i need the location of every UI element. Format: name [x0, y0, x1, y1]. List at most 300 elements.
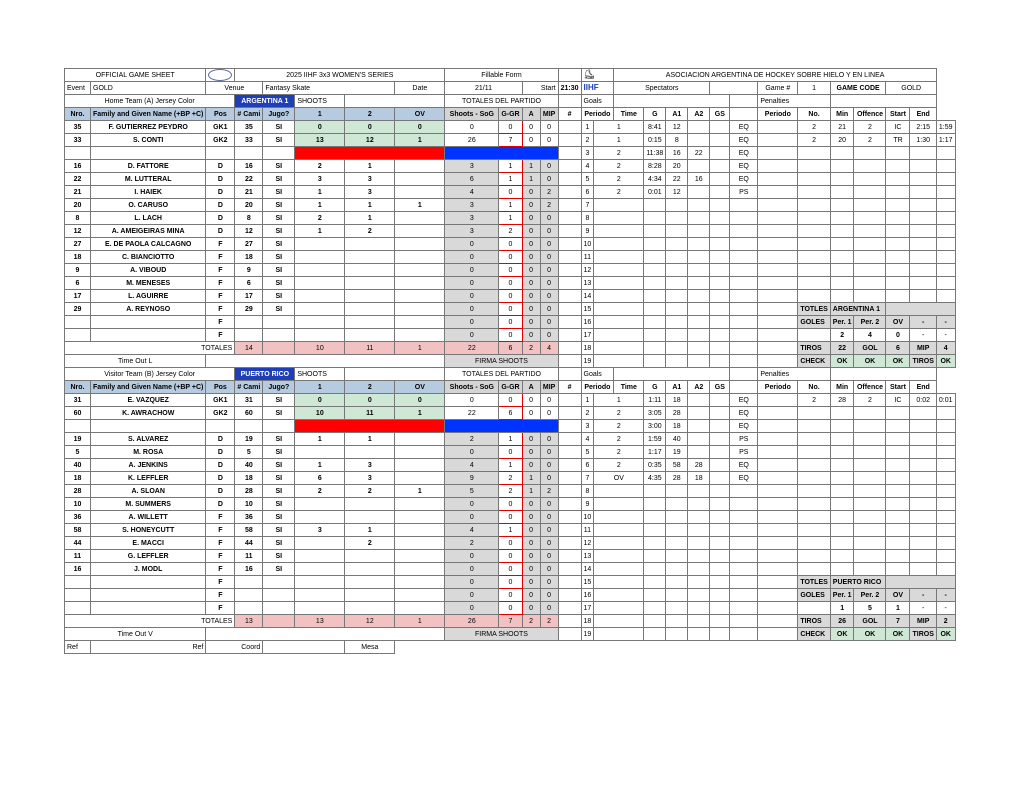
goal-scorer[interactable]: [666, 290, 688, 303]
event-value[interactable]: GOLD: [91, 82, 206, 95]
player-number[interactable]: [65, 602, 91, 615]
goal-assist-1[interactable]: [688, 498, 710, 511]
player-played[interactable]: SI: [263, 394, 295, 407]
goal-period[interactable]: [594, 628, 644, 641]
penalty-cell[interactable]: [830, 498, 854, 511]
goal-time[interactable]: [644, 316, 666, 329]
player-number[interactable]: 9: [65, 264, 91, 277]
goal-situation[interactable]: [730, 342, 758, 355]
player-jersey[interactable]: 16: [235, 563, 263, 576]
shots-ov[interactable]: [395, 511, 445, 524]
penalty-cell[interactable]: [830, 485, 854, 498]
goal-assist-1[interactable]: 22: [688, 147, 710, 160]
goal-situation[interactable]: EQ: [730, 472, 758, 485]
player-played[interactable]: SI: [263, 134, 295, 147]
player-played[interactable]: [263, 329, 295, 342]
shots-p2[interactable]: [345, 277, 395, 290]
player-name[interactable]: S. HONEYCUTT: [91, 524, 206, 537]
player-number[interactable]: 11: [65, 550, 91, 563]
goal-assist-1[interactable]: [688, 433, 710, 446]
goal-assist-2[interactable]: [710, 628, 730, 641]
player-position[interactable]: GK2: [206, 134, 235, 147]
shots-ov[interactable]: [395, 316, 445, 329]
goal-period[interactable]: 2: [594, 147, 644, 160]
shots-p1[interactable]: [295, 576, 345, 589]
penalty-cell[interactable]: [936, 277, 955, 290]
penalty-cell[interactable]: [830, 212, 854, 225]
player-played[interactable]: SI: [263, 238, 295, 251]
penalty-end[interactable]: 0:01: [936, 394, 955, 407]
shots-p2[interactable]: 2: [345, 537, 395, 550]
penalty-start[interactable]: 2:15: [910, 121, 936, 134]
penalty-cell[interactable]: [936, 433, 955, 446]
goal-period[interactable]: [594, 329, 644, 342]
player-position[interactable]: D: [206, 225, 235, 238]
shots-p2[interactable]: 2: [345, 485, 395, 498]
goal-scorer[interactable]: [666, 329, 688, 342]
shots-p1[interactable]: [295, 329, 345, 342]
player-played[interactable]: [263, 576, 295, 589]
shots-ov[interactable]: [395, 589, 445, 602]
goal-situation[interactable]: EQ: [730, 121, 758, 134]
player-jersey[interactable]: 22: [235, 173, 263, 186]
player-name[interactable]: [91, 602, 206, 615]
goal-time[interactable]: 3:00: [644, 420, 666, 433]
player-jersey[interactable]: 8: [235, 212, 263, 225]
shots-p2[interactable]: [345, 251, 395, 264]
goal-situation[interactable]: [730, 602, 758, 615]
goal-assist-2[interactable]: [710, 277, 730, 290]
penalty-cell[interactable]: [854, 524, 886, 537]
goal-scorer[interactable]: [666, 212, 688, 225]
shots-p2[interactable]: 0: [345, 121, 395, 134]
penalty-cell[interactable]: [886, 225, 910, 238]
goal-scorer[interactable]: [666, 602, 688, 615]
goal-time[interactable]: [644, 485, 666, 498]
goal-scorer[interactable]: 12: [666, 121, 688, 134]
shots-p2[interactable]: [345, 264, 395, 277]
goal-time[interactable]: 8:28: [644, 160, 666, 173]
goal-assist-2[interactable]: [710, 498, 730, 511]
penalty-cell[interactable]: [798, 173, 830, 186]
penalty-cell[interactable]: [854, 563, 886, 576]
goal-assist-2[interactable]: [710, 199, 730, 212]
goal-assist-2[interactable]: [710, 472, 730, 485]
goal-assist-2[interactable]: [710, 251, 730, 264]
penalty-cell[interactable]: [798, 550, 830, 563]
penalty-cell[interactable]: [910, 420, 936, 433]
penalty-number[interactable]: 20: [830, 134, 854, 147]
shots-ov[interactable]: [395, 446, 445, 459]
player-played[interactable]: SI: [263, 186, 295, 199]
penalty-cell[interactable]: [854, 160, 886, 173]
player-name[interactable]: D. FATTORE: [91, 160, 206, 173]
penalty-cell[interactable]: [830, 238, 854, 251]
penalty-cell[interactable]: [830, 433, 854, 446]
goal-scorer[interactable]: [666, 342, 688, 355]
goal-time[interactable]: [644, 277, 666, 290]
goal-assist-2[interactable]: [710, 407, 730, 420]
penalty-cell[interactable]: [886, 420, 910, 433]
penalty-cell[interactable]: [886, 511, 910, 524]
penalty-cell[interactable]: [798, 485, 830, 498]
goal-situation[interactable]: PS: [730, 446, 758, 459]
player-number[interactable]: 10: [65, 498, 91, 511]
shots-p2[interactable]: [345, 563, 395, 576]
penalty-minutes[interactable]: 2: [854, 134, 886, 147]
penalty-cell[interactable]: [886, 199, 910, 212]
goal-assist-1[interactable]: [688, 277, 710, 290]
shots-p2[interactable]: [345, 316, 395, 329]
goal-time[interactable]: [644, 628, 666, 641]
goal-time[interactable]: 4:35: [644, 472, 666, 485]
player-name[interactable]: L. AGUIRRE: [91, 290, 206, 303]
shots-ov[interactable]: [395, 433, 445, 446]
penalty-cell[interactable]: [830, 407, 854, 420]
shots-p2[interactable]: [345, 446, 395, 459]
goal-situation[interactable]: EQ: [730, 420, 758, 433]
penalty-cell[interactable]: [798, 225, 830, 238]
penalty-cell[interactable]: [798, 537, 830, 550]
goal-assist-2[interactable]: [710, 329, 730, 342]
shots-p2[interactable]: 1: [345, 524, 395, 537]
player-number[interactable]: 60: [65, 407, 91, 420]
shots-p1[interactable]: [295, 290, 345, 303]
penalty-cell[interactable]: [886, 537, 910, 550]
goal-time[interactable]: [644, 303, 666, 316]
player-position[interactable]: D: [206, 459, 235, 472]
penalty-number[interactable]: 21: [830, 121, 854, 134]
penalty-cell[interactable]: [936, 537, 955, 550]
player-name[interactable]: [91, 576, 206, 589]
shots-p1[interactable]: 1: [295, 225, 345, 238]
player-number[interactable]: 28: [65, 485, 91, 498]
player-position[interactable]: D: [206, 160, 235, 173]
goal-assist-1[interactable]: [688, 225, 710, 238]
goal-situation[interactable]: [730, 550, 758, 563]
player-played[interactable]: [263, 316, 295, 329]
penalty-cell[interactable]: [830, 446, 854, 459]
penalty-cell[interactable]: [854, 251, 886, 264]
player-name[interactable]: G. LEFFLER: [91, 550, 206, 563]
penalty-cell[interactable]: [936, 459, 955, 472]
goal-period[interactable]: [594, 316, 644, 329]
goal-assist-1[interactable]: [688, 134, 710, 147]
player-name[interactable]: M. MENESES: [91, 277, 206, 290]
penalty-cell[interactable]: [886, 446, 910, 459]
goal-assist-1[interactable]: [688, 329, 710, 342]
player-position[interactable]: F: [206, 277, 235, 290]
goal-scorer[interactable]: [666, 225, 688, 238]
goal-period[interactable]: [594, 550, 644, 563]
goal-time[interactable]: [644, 355, 666, 368]
player-name[interactable]: S. CONTI: [91, 134, 206, 147]
penalty-end[interactable]: 1:17: [936, 134, 955, 147]
penalty-cell[interactable]: [830, 173, 854, 186]
player-played[interactable]: SI: [263, 277, 295, 290]
shots-p2[interactable]: 3: [345, 472, 395, 485]
penalty-cell[interactable]: [830, 290, 854, 303]
goal-period[interactable]: [594, 498, 644, 511]
goal-scorer[interactable]: [666, 251, 688, 264]
player-position[interactable]: F: [206, 264, 235, 277]
penalty-cell[interactable]: [886, 173, 910, 186]
player-number[interactable]: 5: [65, 446, 91, 459]
penalty-minutes[interactable]: 2: [854, 394, 886, 407]
goal-period[interactable]: [594, 199, 644, 212]
player-position[interactable]: D: [206, 199, 235, 212]
goal-assist-2[interactable]: [710, 615, 730, 628]
shots-ov[interactable]: [395, 303, 445, 316]
shots-p2[interactable]: 1: [345, 160, 395, 173]
penalty-cell[interactable]: [936, 199, 955, 212]
player-name[interactable]: K. AWRACHOW: [91, 407, 206, 420]
goal-assist-2[interactable]: [710, 511, 730, 524]
player-jersey[interactable]: 11: [235, 550, 263, 563]
penalty-cell[interactable]: [936, 524, 955, 537]
player-played[interactable]: SI: [263, 537, 295, 550]
goal-period[interactable]: OV: [594, 472, 644, 485]
goal-period[interactable]: 2: [594, 160, 644, 173]
penalty-cell[interactable]: [798, 498, 830, 511]
goal-assist-1[interactable]: [688, 212, 710, 225]
penalty-cell[interactable]: [936, 264, 955, 277]
penalty-cell[interactable]: [798, 511, 830, 524]
penalty-cell[interactable]: [798, 251, 830, 264]
penalty-cell[interactable]: [936, 498, 955, 511]
penalty-cell[interactable]: [886, 251, 910, 264]
goal-assist-1[interactable]: [688, 537, 710, 550]
goal-period[interactable]: [594, 537, 644, 550]
goal-time[interactable]: [644, 537, 666, 550]
shots-p2[interactable]: 1: [345, 199, 395, 212]
player-number[interactable]: 16: [65, 160, 91, 173]
penalty-cell[interactable]: [830, 563, 854, 576]
goal-assist-1[interactable]: 18: [688, 472, 710, 485]
penalty-cell[interactable]: [854, 277, 886, 290]
goal-situation[interactable]: [730, 615, 758, 628]
goal-scorer[interactable]: [666, 199, 688, 212]
penalty-cell[interactable]: [936, 407, 955, 420]
goal-period[interactable]: 2: [594, 433, 644, 446]
penalty-cell[interactable]: [854, 212, 886, 225]
shots-ov[interactable]: 1: [395, 134, 445, 147]
goal-scorer[interactable]: 58: [666, 459, 688, 472]
penalty-cell[interactable]: [886, 498, 910, 511]
goal-situation[interactable]: [730, 563, 758, 576]
shots-p2[interactable]: 1: [345, 433, 395, 446]
goal-assist-2[interactable]: [710, 160, 730, 173]
player-position[interactable]: D: [206, 485, 235, 498]
shots-p1[interactable]: [295, 316, 345, 329]
penalty-cell[interactable]: [854, 173, 886, 186]
penalty-cell[interactable]: [854, 238, 886, 251]
penalty-cell[interactable]: [910, 550, 936, 563]
goal-assist-2[interactable]: [710, 589, 730, 602]
penalty-cell[interactable]: [854, 511, 886, 524]
player-number[interactable]: 33: [65, 134, 91, 147]
penalty-cell[interactable]: [854, 498, 886, 511]
player-position[interactable]: GK1: [206, 394, 235, 407]
shots-p2[interactable]: [345, 550, 395, 563]
player-number[interactable]: [65, 576, 91, 589]
penalty-cell[interactable]: [886, 524, 910, 537]
player-played[interactable]: SI: [263, 524, 295, 537]
goal-assist-2[interactable]: [710, 238, 730, 251]
player-name[interactable]: I. HAIEK: [91, 186, 206, 199]
player-played[interactable]: [263, 602, 295, 615]
goal-assist-2[interactable]: [710, 485, 730, 498]
player-jersey[interactable]: 58: [235, 524, 263, 537]
goal-assist-2[interactable]: [710, 264, 730, 277]
penalty-cell[interactable]: [910, 147, 936, 160]
penalty-cell[interactable]: [830, 472, 854, 485]
penalty-cell[interactable]: [936, 472, 955, 485]
penalty-cell[interactable]: [854, 225, 886, 238]
goal-time[interactable]: [644, 550, 666, 563]
player-name[interactable]: A. AMEIGEIRAS MINA: [91, 225, 206, 238]
player-jersey[interactable]: 5: [235, 446, 263, 459]
goal-assist-1[interactable]: [688, 251, 710, 264]
goal-assist-1[interactable]: [688, 264, 710, 277]
goal-assist-2[interactable]: [710, 355, 730, 368]
penalty-cell[interactable]: [854, 550, 886, 563]
goal-period[interactable]: 1: [594, 121, 644, 134]
goal-situation[interactable]: EQ: [730, 173, 758, 186]
player-jersey[interactable]: [235, 576, 263, 589]
shots-p1[interactable]: 13: [295, 134, 345, 147]
goal-scorer[interactable]: 22: [666, 173, 688, 186]
player-name[interactable]: A. VIBOUD: [91, 264, 206, 277]
shots-p2[interactable]: 0: [345, 394, 395, 407]
goal-time[interactable]: [644, 251, 666, 264]
goal-situation[interactable]: [730, 628, 758, 641]
player-number[interactable]: 8: [65, 212, 91, 225]
goal-assist-2[interactable]: [710, 433, 730, 446]
shots-p1[interactable]: 2: [295, 160, 345, 173]
penalty-cell[interactable]: [910, 537, 936, 550]
goal-time[interactable]: [644, 602, 666, 615]
penalty-cell[interactable]: [830, 251, 854, 264]
player-name[interactable]: A. SLOAN: [91, 485, 206, 498]
player-jersey[interactable]: 29: [235, 303, 263, 316]
goal-period[interactable]: 2: [594, 173, 644, 186]
goal-situation[interactable]: [730, 251, 758, 264]
goal-situation[interactable]: [730, 277, 758, 290]
penalty-cell[interactable]: [798, 459, 830, 472]
player-name[interactable]: A. WILLETT: [91, 511, 206, 524]
penalty-cell[interactable]: [798, 446, 830, 459]
goal-assist-1[interactable]: [688, 290, 710, 303]
shots-ov[interactable]: [395, 277, 445, 290]
shots-p1[interactable]: [295, 446, 345, 459]
goal-period[interactable]: [594, 264, 644, 277]
penalty-cell[interactable]: [854, 420, 886, 433]
goal-period[interactable]: [594, 524, 644, 537]
goal-situation[interactable]: EQ: [730, 459, 758, 472]
goal-time[interactable]: [644, 225, 666, 238]
player-name[interactable]: E. MACCI: [91, 537, 206, 550]
penalty-period[interactable]: 2: [798, 134, 830, 147]
penalty-cell[interactable]: [798, 472, 830, 485]
penalty-cell[interactable]: [886, 433, 910, 446]
goal-scorer[interactable]: 12: [666, 186, 688, 199]
goal-assist-2[interactable]: [710, 290, 730, 303]
goal-scorer[interactable]: 18: [666, 420, 688, 433]
goal-assist-2[interactable]: [710, 550, 730, 563]
penalty-cell[interactable]: [854, 459, 886, 472]
penalty-cell[interactable]: [854, 264, 886, 277]
goal-scorer[interactable]: [666, 277, 688, 290]
shots-p1[interactable]: 1: [295, 199, 345, 212]
penalty-cell[interactable]: [936, 290, 955, 303]
goal-period[interactable]: [594, 511, 644, 524]
goal-period[interactable]: [594, 238, 644, 251]
penalty-cell[interactable]: [886, 212, 910, 225]
goal-time[interactable]: [644, 563, 666, 576]
penalty-cell[interactable]: [830, 277, 854, 290]
shots-p2[interactable]: 1: [345, 212, 395, 225]
goal-situation[interactable]: [730, 524, 758, 537]
goal-situation[interactable]: [730, 589, 758, 602]
player-name[interactable]: M. SUMMERS: [91, 498, 206, 511]
goal-time[interactable]: [644, 342, 666, 355]
goal-assist-2[interactable]: [710, 563, 730, 576]
goal-time[interactable]: [644, 199, 666, 212]
penalty-cell[interactable]: [798, 186, 830, 199]
penalty-start[interactable]: 0:02: [910, 394, 936, 407]
penalty-cell[interactable]: [886, 238, 910, 251]
penalty-cell[interactable]: [854, 446, 886, 459]
player-position[interactable]: D: [206, 472, 235, 485]
player-position[interactable]: D: [206, 446, 235, 459]
player-name[interactable]: E. DE PAOLA CALCAGNO: [91, 238, 206, 251]
penalty-cell[interactable]: [886, 264, 910, 277]
player-name[interactable]: A. JENKINS: [91, 459, 206, 472]
goal-scorer[interactable]: [666, 537, 688, 550]
penalty-offence[interactable]: IC: [886, 121, 910, 134]
player-played[interactable]: SI: [263, 498, 295, 511]
player-position[interactable]: D: [206, 212, 235, 225]
shots-p2[interactable]: [345, 511, 395, 524]
goal-situation[interactable]: EQ: [730, 160, 758, 173]
penalty-cell[interactable]: [830, 199, 854, 212]
penalty-cell[interactable]: [936, 446, 955, 459]
player-name[interactable]: E. VAZQUEZ: [91, 394, 206, 407]
shots-ov[interactable]: 1: [395, 199, 445, 212]
goal-period[interactable]: [594, 602, 644, 615]
shots-p1[interactable]: [295, 537, 345, 550]
player-number[interactable]: 29: [65, 303, 91, 316]
player-number[interactable]: 16: [65, 563, 91, 576]
penalty-cell[interactable]: [798, 420, 830, 433]
goal-time[interactable]: [644, 576, 666, 589]
penalty-cell[interactable]: [910, 407, 936, 420]
penalty-cell[interactable]: [910, 472, 936, 485]
player-position[interactable]: GK2: [206, 407, 235, 420]
goal-situation[interactable]: EQ: [730, 134, 758, 147]
player-position[interactable]: D: [206, 498, 235, 511]
penalty-cell[interactable]: [910, 485, 936, 498]
goal-period[interactable]: 2: [594, 407, 644, 420]
player-jersey[interactable]: 28: [235, 485, 263, 498]
shots-p2[interactable]: 12: [345, 134, 395, 147]
goal-time[interactable]: [644, 212, 666, 225]
shots-p1[interactable]: [295, 238, 345, 251]
player-position[interactable]: F: [206, 563, 235, 576]
penalty-cell[interactable]: [830, 459, 854, 472]
shots-p2[interactable]: 2: [345, 225, 395, 238]
